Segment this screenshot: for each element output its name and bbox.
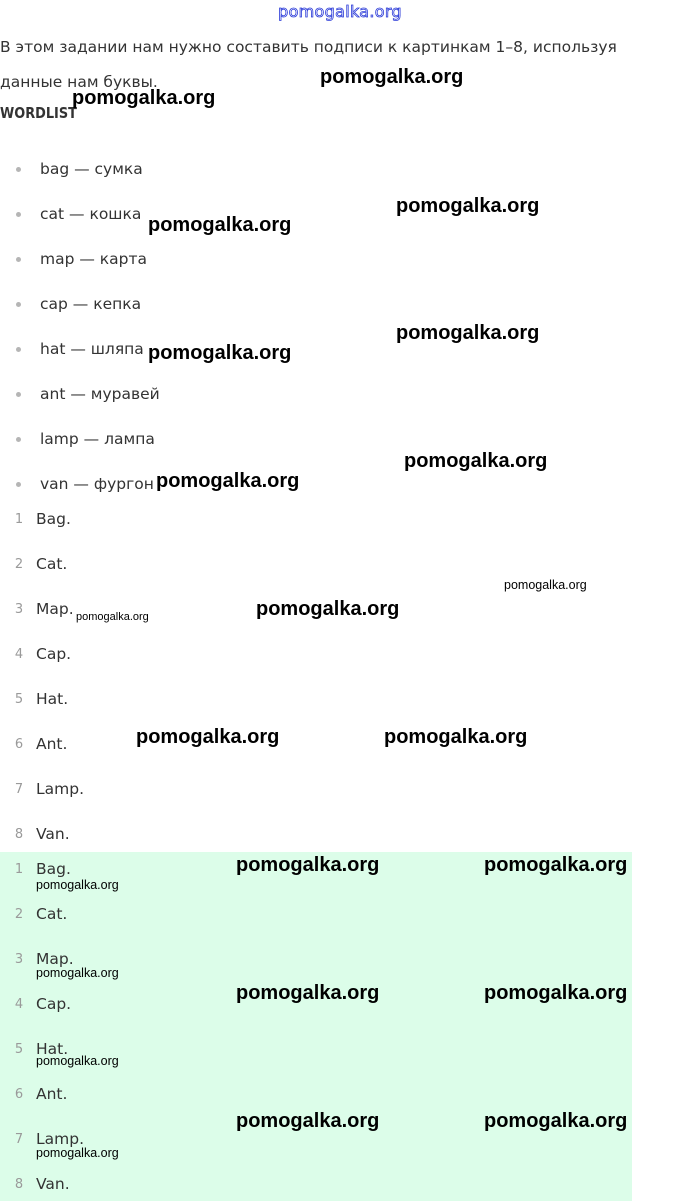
watermark: pomogalka.org — [148, 342, 292, 364]
list-number: 4 — [14, 997, 24, 1012]
watermark: pomogalka.org — [236, 854, 380, 876]
list-item — [0, 293, 400, 315]
list-number: 3 — [14, 602, 24, 617]
watermark: pomogalka.org — [148, 214, 292, 236]
watermark: pomogalka.org — [156, 470, 300, 492]
list-number: 2 — [14, 557, 24, 572]
watermark: pomogalka.org — [36, 878, 119, 892]
list-item — [0, 553, 300, 575]
watermark: pomogalka.org — [504, 578, 587, 592]
list-number: 2 — [14, 907, 24, 922]
wordlist-item-text: van — фургон — [40, 475, 154, 493]
list-number: 7 — [14, 782, 24, 797]
watermark: pomogalka.org — [36, 1054, 119, 1068]
list-item — [0, 903, 300, 925]
watermark: pomogalka.org — [384, 726, 528, 748]
answer-text: Map. — [36, 950, 74, 968]
intro-paragraph: В этом задании нам нужно составить подписи к картинкам 1–8, используя данные нам буквы. — [0, 38, 617, 91]
watermark: pomogalka.org — [320, 66, 464, 88]
list-item — [0, 383, 400, 405]
wordlist-item-text: hat — шляпа — [40, 340, 144, 358]
list-item — [0, 158, 400, 180]
watermark: pomogalka.org — [236, 1110, 380, 1132]
watermark: pomogalka.org — [36, 966, 119, 980]
watermark: pomogalka.org — [484, 854, 628, 876]
list-item — [0, 823, 300, 845]
watermark: pomogalka.org — [484, 1110, 628, 1132]
answer-text: Cat. — [36, 905, 68, 923]
list-item — [0, 643, 300, 665]
site-header-link[interactable]: pomogalka.org — [278, 2, 402, 21]
answer-text: Map. — [36, 600, 74, 618]
watermark: pomogalka.org — [236, 982, 380, 1004]
answer-text: Cap. — [36, 645, 72, 663]
watermark: pomogalka.org — [136, 726, 280, 748]
answer-text: Lamp. — [36, 780, 84, 798]
answer-text: Van. — [36, 1175, 70, 1193]
watermark: pomogalka.org — [404, 450, 548, 472]
list-number: 8 — [14, 1177, 24, 1192]
list-item — [0, 428, 400, 450]
bullet-icon — [16, 437, 21, 442]
bullet-icon — [16, 257, 21, 262]
list-item — [0, 688, 300, 710]
list-number: 6 — [14, 737, 24, 752]
bullet-icon — [16, 392, 21, 397]
list-number: 3 — [14, 952, 24, 967]
answer-text: Bag. — [36, 510, 71, 528]
list-number: 5 — [14, 692, 24, 707]
answer-text: Bag. — [36, 860, 71, 878]
list-item — [0, 778, 300, 800]
list-item — [0, 598, 300, 620]
answer-text: Cap. — [36, 995, 72, 1013]
watermark: pomogalka.org — [484, 982, 628, 1004]
watermark: pomogalka.org — [396, 195, 540, 217]
answer-text: Lamp. — [36, 1130, 84, 1148]
answer-text: Ant. — [36, 735, 68, 753]
bullet-icon — [16, 167, 21, 172]
list-number: 4 — [14, 647, 24, 662]
list-item — [0, 248, 400, 270]
list-item — [0, 508, 300, 530]
wordlist-item-text: map — карта — [40, 250, 148, 268]
list-number: 8 — [14, 827, 24, 842]
answer-text: Cat. — [36, 555, 68, 573]
wordlist-item-text: cat — кошка — [40, 205, 142, 223]
watermark: pomogalka.org — [256, 598, 400, 620]
list-number: 1 — [14, 512, 24, 527]
list-number: 1 — [14, 862, 24, 877]
wordlist-item-text: bag — сумка — [40, 160, 143, 178]
watermark: pomogalka.org — [36, 1146, 119, 1160]
wordlist-item-text: ant — муравей — [40, 385, 160, 403]
bullet-icon — [16, 212, 21, 217]
watermark: pomogalka.org — [396, 322, 540, 344]
bullet-icon — [16, 302, 21, 307]
answer-text: Van. — [36, 825, 70, 843]
wordlist-heading: WORDLIST — [0, 104, 77, 122]
list-item — [0, 1173, 300, 1195]
answer-text: Hat. — [36, 1040, 69, 1058]
watermark: pomogalka.org — [76, 611, 149, 623]
answer-text: Hat. — [36, 690, 69, 708]
watermark: pomogalka.org — [72, 87, 216, 109]
wordlist-item-text: cap — кепка — [40, 295, 142, 313]
bullet-icon — [16, 482, 21, 487]
bullet-icon — [16, 347, 21, 352]
list-number: 7 — [14, 1132, 24, 1147]
list-number: 5 — [14, 1042, 24, 1057]
answer-text: Ant. — [36, 1085, 68, 1103]
wordlist-item-text: lamp — лампа — [40, 430, 155, 448]
list-number: 6 — [14, 1087, 24, 1102]
list-item — [0, 1083, 300, 1105]
